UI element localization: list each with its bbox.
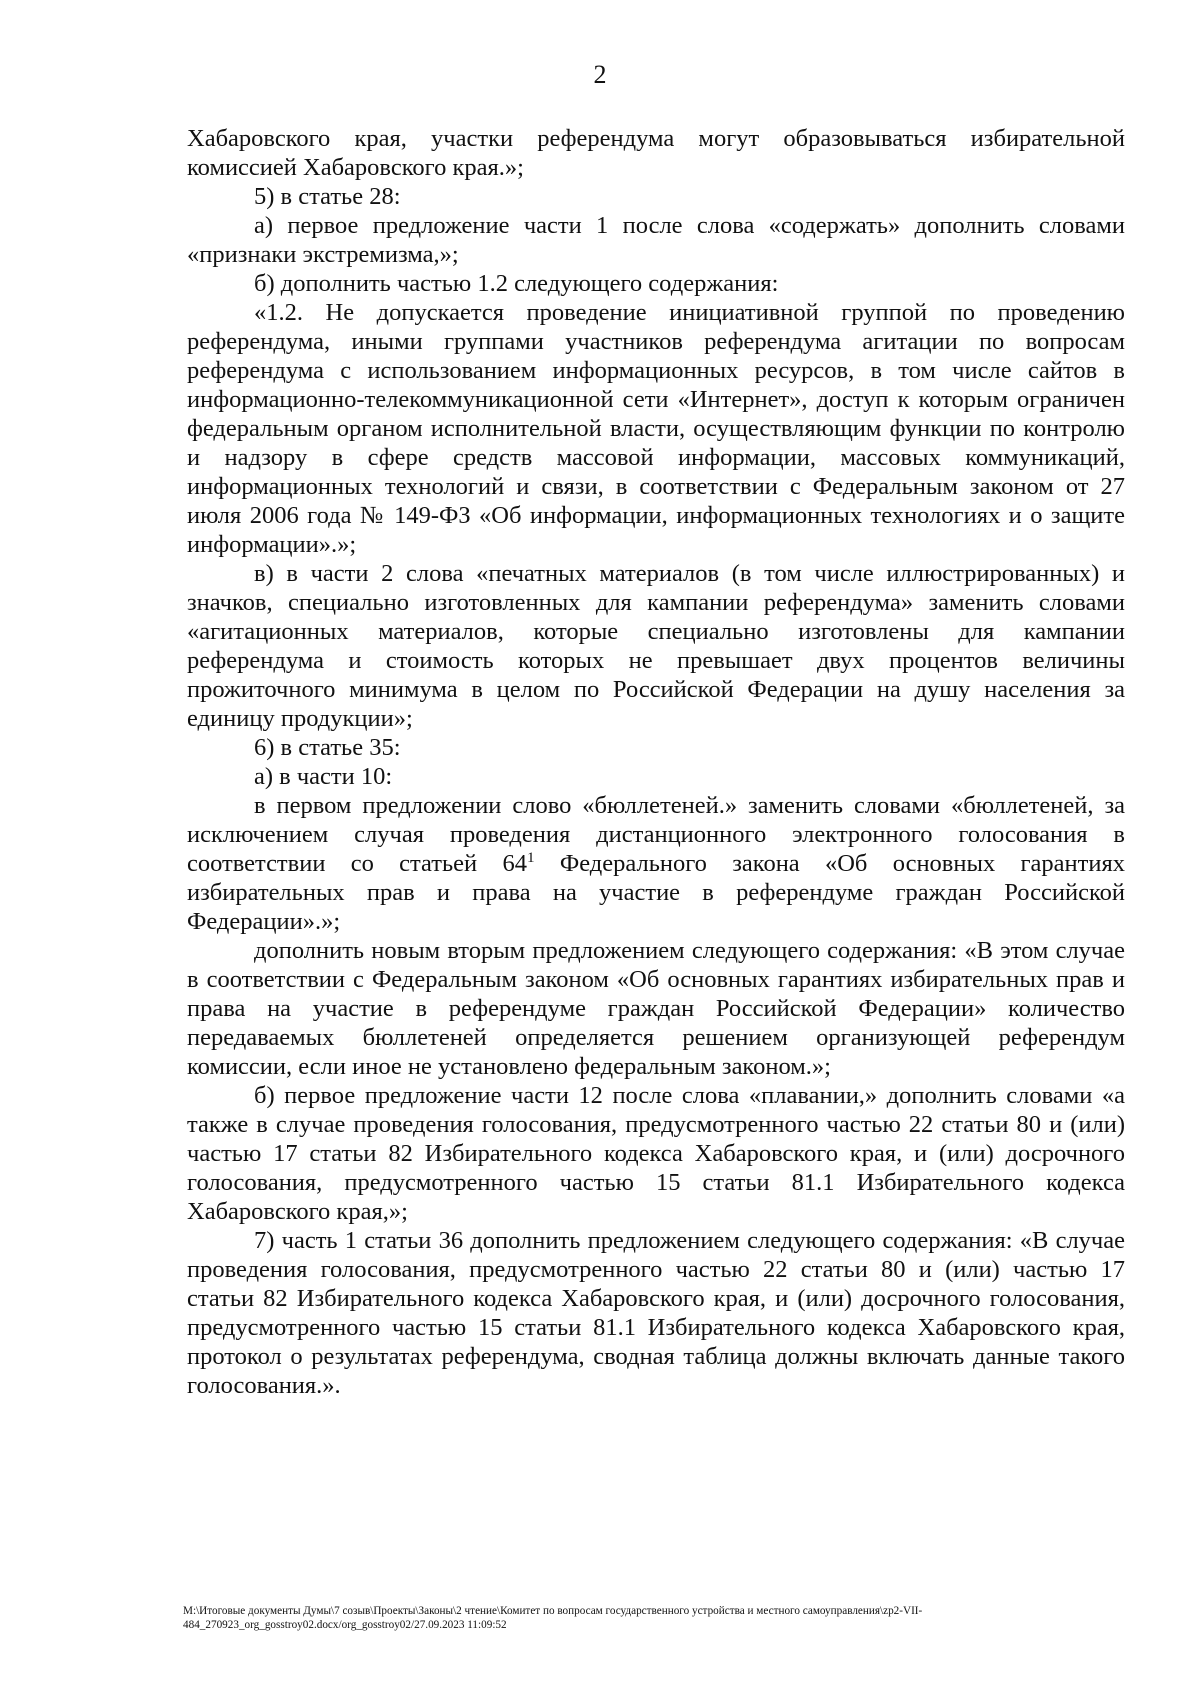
paragraph-subitem-b: б) дополнить частью 1.2 следующего содержания: bbox=[254, 270, 779, 297]
file-path-footer bbox=[183, 1604, 1128, 1632]
paragraph-item-6: 6) в статье 35: bbox=[254, 734, 401, 761]
paragraph-subitem-a-part-10: а) в части 10: bbox=[254, 763, 393, 790]
paragraph-subitem-a: а) первое предложение части 1 после слова «содержать» дополнить словами «признаки экстремизма,»; bbox=[187, 212, 1125, 268]
footer-line-2: 484_270923_org_gosstroy02.docx/org_gosstroy02/27.09.2023 11:09:52 bbox=[183, 1619, 507, 1631]
paragraph-add-second-sentence: дополнить новым вторым предложением следующего содержания: «В этом случае в соответствии с Федеральным законом «Об основных гарантиях избирательных прав и права на участие в референдуме граждан Российской Федерации» количество передаваемых бюллетеней определяется решением организующей референдум комиссии, если иное не установлено федеральным законом.»; bbox=[187, 937, 1125, 1080]
text-before-superscript: в первом предложении слово «бюллетеней.» заменить словами «бюллетеней, за исключением случая проведения дистанционного электронного голосования в соответствии со статьей 64 bbox=[187, 792, 1125, 877]
footer-line-1: M:\Итоговые документы Думы\7 созыв\Проекты\Законы\2 чтение\Комитет по вопросам государственного устройства и местного самоуправления\zp2-VII- bbox=[183, 1605, 923, 1617]
paragraph-subitem-v: в) в части 2 слова «печатных материалов (в том числе иллюстрированных) и значков, специально изготовленных для кампании референдума» заменить словами «агитационных материалов, которые специально изготовлены для кампании референдума и стоимость которых не превышает двух процентов величины прожиточного минимума в целом по Российской Федерации на душу населения за единицу продукции»; bbox=[187, 560, 1125, 732]
paragraph-item-7: 7) часть 1 статьи 36 дополнить предложением следующего содержания: «В случае проведения голосования, предусмотренного частью 22 статьи 80 и (или) частью 17 статьи 82 Избирательного кодекса Хабаровского края, и (или) досрочного голосования, предусмотренного частью 15 статьи 81.1 Избирательного кодекса Хабаровского края, протокол о результатах референдума, сводная таблица должны включать данные такого голосования.». bbox=[187, 1227, 1125, 1399]
paragraph-first-sentence-change bbox=[187, 791, 1125, 936]
paragraph-subitem-b-part-12: б) первое предложение части 12 после слова «плавании,» дополнить словами «а также в случае проведения голосования, предусмотренного частью 22 статьи 80 и (или) частью 17 статьи 82 Избирательного кодекса Хабаровского края, и (или) досрочного голосования, предусмотренного частью 15 статьи 81.1 Избирательного кодекса Хабаровского края,»; bbox=[187, 1082, 1125, 1225]
text-after-superscript: Федерального закона «Об основных гарантиях избирательных прав и права на участие в референдуме граждан Российской Федерации».»; bbox=[187, 850, 1126, 935]
paragraph-continuation: Хабаровского края, участки референдума могут образовываться избирательной комиссией Хабаровского края.»; bbox=[187, 125, 1125, 181]
paragraph-item-5: 5) в статье 28: bbox=[254, 183, 401, 210]
page-number: 2 bbox=[593, 60, 607, 89]
paragraph-quoted-part-1-2: «1.2. Не допускается проведение инициативной группой по проведению референдума, иными группами участников референдума агитации по вопросам референдума с использованием информационных ресурсов, в том числе сайтов в информационно-телекоммуникационной сети «Интернет», доступ к которым ограничен федеральным органом исполнительной власти, осуществляющим функции по контролю и надзору в сфере средств массовой информации, массовых коммуникаций, информационных технологий и связи, в соответствии с Федеральным законом от 27 июля 2006 года № 149-ФЗ «Об информации, информационных технологиях и о защите информации».»; bbox=[187, 299, 1125, 558]
document-body bbox=[187, 124, 1125, 1400]
superscript: 1 bbox=[526, 848, 535, 866]
